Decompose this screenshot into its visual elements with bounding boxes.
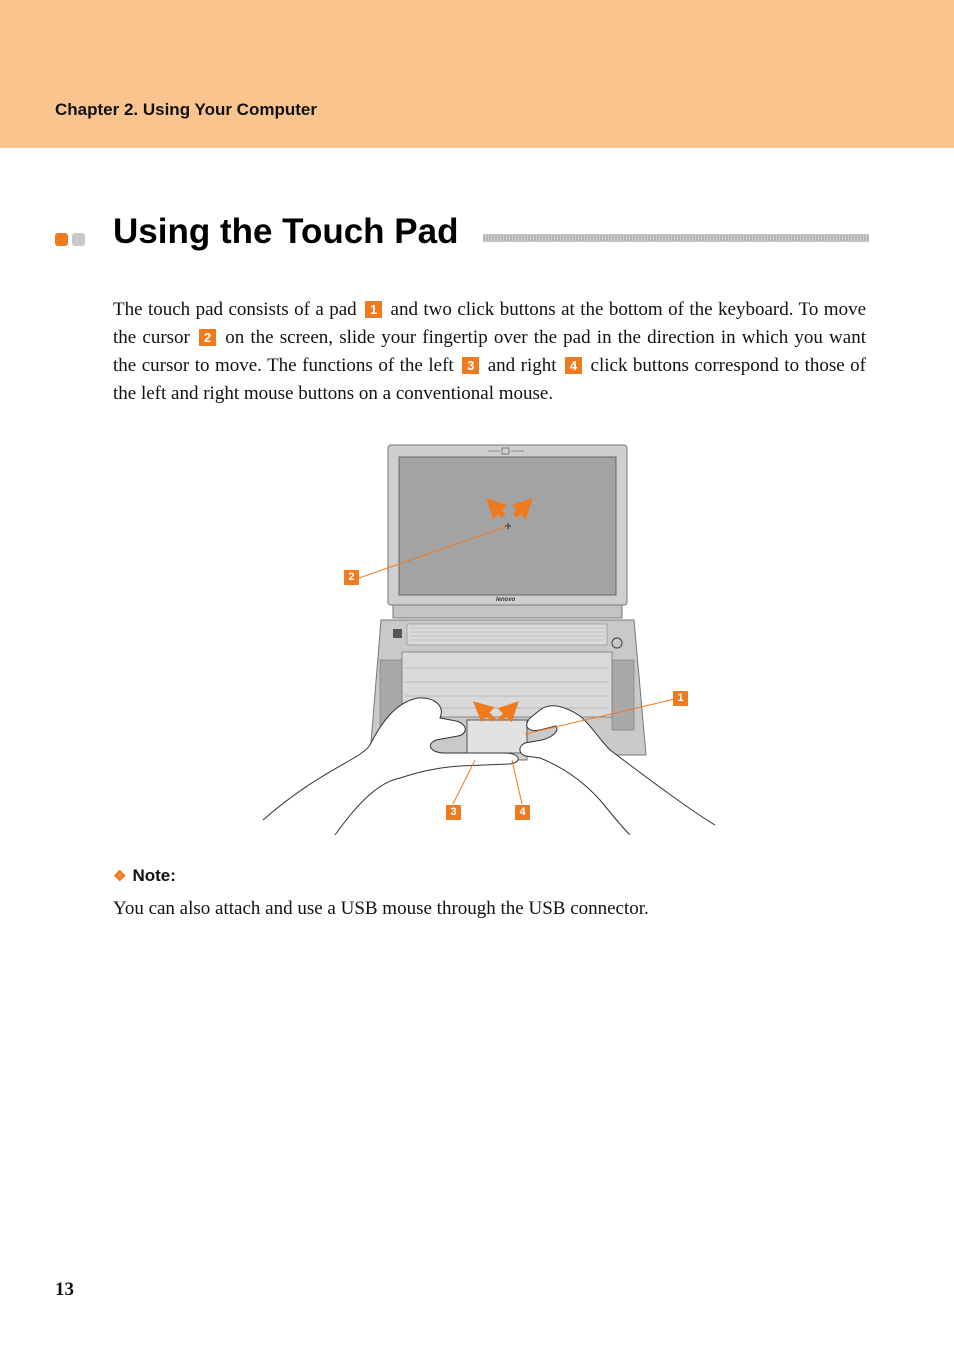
body-text: The touch pad consists of a pad <box>113 299 357 320</box>
chapter-header-band <box>0 0 954 148</box>
section-title: Using the Touch Pad <box>113 212 459 251</box>
body-text: and right <box>487 355 557 376</box>
diamond-bullet-icon: ❖ <box>113 868 127 885</box>
body-paragraph <box>113 296 866 408</box>
callout-badge-2: 2 <box>199 329 216 346</box>
heading-rule <box>483 234 869 242</box>
callout-badge-1: 1 <box>365 301 382 318</box>
section-heading <box>55 212 870 262</box>
body-text: click buttons correspond to those of the left and right mouse buttons on a conventional mouse. <box>113 355 867 404</box>
note-text: You can also attach and use a USB mouse through the USB connector. <box>113 898 649 919</box>
callout-label-1: 1 <box>673 691 688 706</box>
callout-label-3: 3 <box>446 805 461 820</box>
body-text: on the screen, slide your fingertip over the pad in the direction in which you want the cursor to move. The functions of the left <box>113 327 866 376</box>
body-text: and two click buttons at the bottom of the keyboard. To move the cursor <box>113 299 866 348</box>
page-number: 13 <box>55 1279 74 1300</box>
callout-label-2: 2 <box>344 570 359 585</box>
callout-label-4: 4 <box>515 805 530 820</box>
callout-badge-4: 4 <box>565 357 582 374</box>
touch-pad <box>467 720 527 753</box>
note-label: Note: <box>132 866 176 885</box>
note-heading <box>113 866 176 886</box>
laptop-touchpad-illustration <box>260 440 720 835</box>
laptop-drawing <box>260 440 720 835</box>
callout-badge-3: 3 <box>462 357 479 374</box>
chapter-title: Chapter 2. Using Your Computer <box>55 100 317 119</box>
brand-logo: lenovo <box>496 597 516 603</box>
heading-bullet-orange-icon <box>55 233 68 246</box>
heading-bullet-gray-icon <box>72 233 85 246</box>
